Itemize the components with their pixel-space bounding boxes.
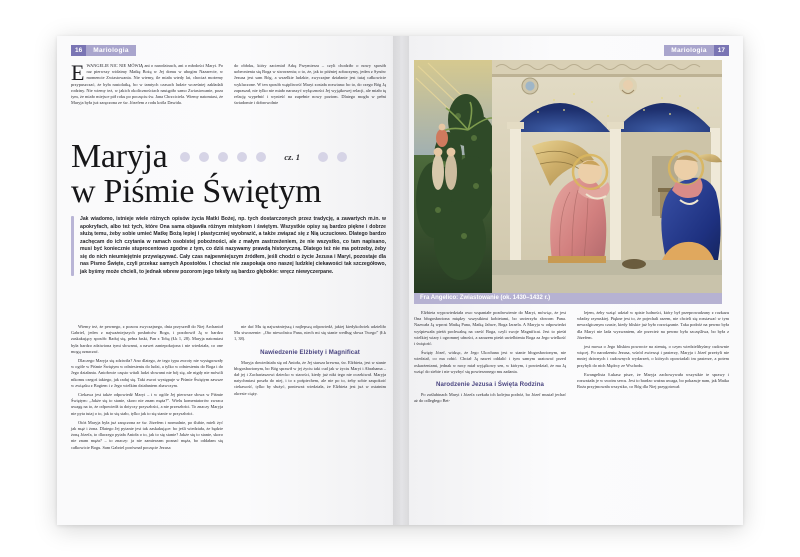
page-number-right: 17 — [714, 45, 729, 56]
dot-icon — [199, 152, 209, 162]
body-paragraph: lejem, żeby wziąć udział w spisie ludności, który był przeprowadzany z rozkazu władzy rzymskiej. Piękne jest to, że pojechali razem, nie chcieli się rozstawać w tym newralgicznym czasie, kiedy bliskie już było rozwiązanie. Taka podróż na pewno była dla Maryi nie lada wyzwaniem, ale przecież na pewno była szczęśliwa, bo była z Józefem. — [577, 310, 729, 340]
dot-icon — [318, 152, 328, 162]
body-columns-right — [414, 310, 729, 407]
lead-accent-bar — [71, 216, 74, 276]
dot-icon — [237, 152, 247, 162]
body-paragraph: nie dać Mu tę najważniejszą i najlepszą odpowiedź, jakiej kiedykolwiek udzieliło Mu stworzenie: „Oto niewolnica Pana, niech mi się stanie według słowa Twego” (Łk 1, 38). — [234, 324, 386, 342]
lead-block — [71, 216, 386, 276]
figure-caption — [414, 293, 722, 304]
section-label-left: Mariologia — [86, 45, 136, 56]
body-paragraph: Otóż Maryja była już zaręczona ze św. Józefem i normalnie, po ślubie, mieli żyć jak mąż i żona. Dlatego Jej pytanie jest tak zaskakujące: bo jeśli wiedziała, że będzie żoną Józefa, to dlaczego pytała Anioła o to, jak to się stanie? Jakże się to stanie, skoro nie znam męża? – to znaczy: ja nie zamierzam poznać męża, bo oddałam się całkowicie Bogu. Sam Gabriel porównał poczęcie Jezusa — [71, 419, 223, 450]
body-paragraph: Święty Józef, widząc, że Jego Ukochana jest w stanie błogosławionym, nie wiedział, co ma robić. Chciał Ją nawet oddalić i tym samym uratować przed oskarżeniami, jednak w nocy miał wyjątkowy sen, w którym, i powiedział, że ma Ją wziąć do siebie i nie wyzbyć się powierzonego mu zadania. — [414, 350, 566, 374]
body-paragraph: Ewangelista Łukasz pisze, że Maryja zachowywała wszystkie te sprawy i rozważała je w swoim sercu. Jest to bardzo ważna uwaga, bo pokazuje nam, jak Matka Boża przyjmowała wszystko, co Bóg dla Niej przygotował. — [577, 371, 729, 390]
section-heading-visitation: Nawiedzenie Elżbiety i Magnificat — [260, 348, 360, 356]
magazine-spread — [57, 36, 743, 525]
running-head-right — [664, 45, 729, 56]
intro-column-1 — [71, 60, 223, 109]
title-line-2: w Piśmie Świętym — [71, 173, 322, 210]
running-head-left — [71, 45, 136, 56]
intro-columns — [71, 60, 386, 109]
section-heading-nativity: Narodzenie Jezusa i Święta Rodzina — [435, 381, 545, 389]
dot-icon — [337, 152, 347, 162]
body-paragraph: Elżbieta wypowiedziała owo wspaniałe pozdrowienie do Maryi, mówiąc, że jest Ona błogosławiona między wszystkimi kobietami, bo uwierzyła słowom Pana. Nazwała Ją wprost Matką Pana, Matką Jahwe, Boga Izraela. A Maryja w odpowiedzi wyśpiewała pieśń pochwalną na cześć Boga, czyli swoje Magnificat. Jest to pieśń wielkiej wiary i ogromnej ufności, a zarazem pieśń uwielbienia Boga za Jego wielkość i świętość. — [414, 310, 566, 347]
title-dots — [180, 152, 347, 162]
body-paragraph: Wiemy też, że pewnego, z pozoru zwyczajnego, dnia przyszedł do Niej Archanioł Gabriel, jeden z najważniejszych posłańców Boga, i pozdrowił Ją w bardzo zaskakujący sposób: Raduj się, pełna łaski, Pan z Tobą (Łk 1, 28). Maryja natomiast była bardzo zdziwiona tymi słowami, a nawet zaniepokojona i nie wiedziała, co one mogą oznaczać. — [71, 324, 223, 354]
left-page — [57, 36, 400, 525]
dot-icon — [180, 152, 190, 162]
page-number-left: 16 — [71, 45, 86, 56]
lead-text: Jak wiadomo, istnieje wiele różnych opisów życia Matki Bożej, np. tych dostarczonych przez tradycję, a zawartych m.in. w apokryfach, albo też tych, które Ona sama objawiła różnym mistykom i świętym. Wszystkie opisy są bardzo piękne i dobrze służą temu, żeby sobie umieć Matkę Bożą lepiej i plastyczniej wyobrazić, a także związać się z Nią uczuciowo. Dlatego bardzo zachęcam do ich czytania w ramach osobistej pobożności, ale z małym zastrzeżeniem, że nie wszystko, co tam napisano, musi być koniecznie stuprocentowo zgodne z tym, co dziś nazywamy prawdą historyczną. Dlatego też nie ma potrzeby, żeby się do nich nieumiejętnie przywiązywać. Cały czas najpewniejszym źródłem, jeśli chodzi o życie Jezusa i Maryi, pozostaje dla nas Pismo Święte, czyli przekaz samych Apostołów. I chociaż nie zaspokaja ono naszej ludzkiej ciekawości tak szczegółowo, jak byśmy może chcieli, to jednak wbrew pozorom jego teksty są bardzo głębokie: wręcz niewyczerpane. — [80, 216, 386, 275]
body-column-2 — [234, 324, 386, 454]
intro-paragraph-2: do obłoku, który zacieniał Arkę Przymierza – czyli chodziło o nowy sposób uobecnienia się Boga w stworzeniu; o to, że, jak to później zobaczymy, jeden z Synów Jezusa jest sam Bóg, a wszelkie ludzkie, zwyczajne działanie jest tutaj całkowicie wykluczone. W ten sposób wątpliwość Maryi została rozwiana: bo to, do czego Bóg Ją zapraszał, nie tylko nie miało naruszyć wyłączności Jej wyjątkowej relacji, ale miało tę relację wypełnić i wynieść na zupełnie nowy poziom. Dlatego mogła w pełni świadomie i dobrowolnie — [234, 63, 386, 106]
title-line-1-row — [71, 137, 386, 177]
figure-annunciation — [414, 60, 722, 293]
part-label: cz. 1 — [284, 152, 300, 162]
dot-icon — [256, 152, 266, 162]
figure-caption-text: Fra Angelico: Zwiastowanie (ok. 1430–1432 r.) — [420, 295, 551, 301]
body-paragraph: jest mowa o Jego bliskim powrocie na ziemię, o czym wiedzielibyśmy cudownie więcej. Po narodzeniu Jezusa, wśród zwierząt i pasterzy, Maryja i Józef przeżyli nie mniej dziwnych i cudownych wydarzeń, o których opowiadali im pasterze, a potem przybyli do nich Mędrcy ze Wschodu. — [577, 344, 729, 368]
body-paragraph: Ciekawa jest także odpowiedź Maryi – i w ogóle Jej pierwsze słowa w Piśmie Świętym: „Jakże się to stanie, skoro nie znam męża?”. Wielu komentatorów zwraca uwagę na to, że odpowiedź ta dotyczy przyszłości, a nie przeszłości. To znaczy Maryja nie pyta tutaj o to, jak to się stało, tylko jak to się stanie w przyszłości. — [71, 392, 223, 416]
body-column-1 — [71, 324, 223, 454]
body-paragraph: Dlaczego Maryja się zdziwiła? Ano dlatego, że tego typu zwroty nie występowały w ogóle w Piśmie Świętym w odniesieniu do ludzi, a tylko w odniesieniu do Boga i do Jego działania. Aniołowie często witali ludzi słowami nie bój się, ale nigdy nie mówili nikomu czegoś takiego, jak raduj się. Taki zwrot występuje w Piśmie Świętym zawsze w związku z Bogiem i z Jego wielkim działaniem zbawczym. — [71, 358, 223, 388]
body-paragraph: Maryja dowiedziała się od Anioła, że Jej starsza krewna, św. Elżbieta, jest w stanie błogosławionym, bo Bóg sprawił w jej życiu taki cud jak w życiu Maryi i Abrahama – dał jej i Zachariaszowi dziecko w starości, kiedy już nikt tego nie oczekiwał. Maryja natychmiast poszła do niej, i to z pośpiechem, ale nie po to, żeby sobie zaspokoić ciekawość, tylko by służyć, ponieważ wiedziała, że Elżbieta jest już w ostatnim okresie ciąży. — [234, 359, 386, 396]
intro-column-2 — [234, 63, 386, 109]
right-page — [400, 36, 743, 525]
right-column-2 — [577, 310, 729, 407]
intro-paragraph-1: EWANGELIE NIC NIE MÓWIĄ ani o narodzinach, ani o młodości Maryi. Po raz pierwszy widzimy Matkę Bożą w Jej domu w ubogim Nazarecie, w momencie Zwiastowania. Nie wiemy, ile miała wtedy lat, chociaż możemy przypuszczać, że była nastolatką, bo w tamtych czasach ludzie wcześniej zakładali rodziny. Nie wiemy też, w jakich okolicznościach nastąpiło samo Zwiastowanie, poza tym, że miało miejsce pół roku po poczęciu św. Jana Chrzciciela. Wiemy natomiast, że Maryja była już zaręczona ze św. Józefem z rodu króla Dawida. — [71, 60, 223, 106]
dot-icon — [218, 152, 228, 162]
body-columns-left — [71, 324, 386, 454]
section-label-right: Mariologia — [664, 45, 714, 56]
body-paragraph: Po zaślubinach Maryi i Józefa czekała ich kolejna podróż, bo Józef musiał jechać aż do odległego Bet- — [414, 392, 566, 404]
article-title — [71, 137, 386, 211]
annunciation-painting — [414, 60, 722, 293]
title-line-1: Maryja — [71, 138, 168, 175]
right-column-1 — [414, 310, 566, 407]
